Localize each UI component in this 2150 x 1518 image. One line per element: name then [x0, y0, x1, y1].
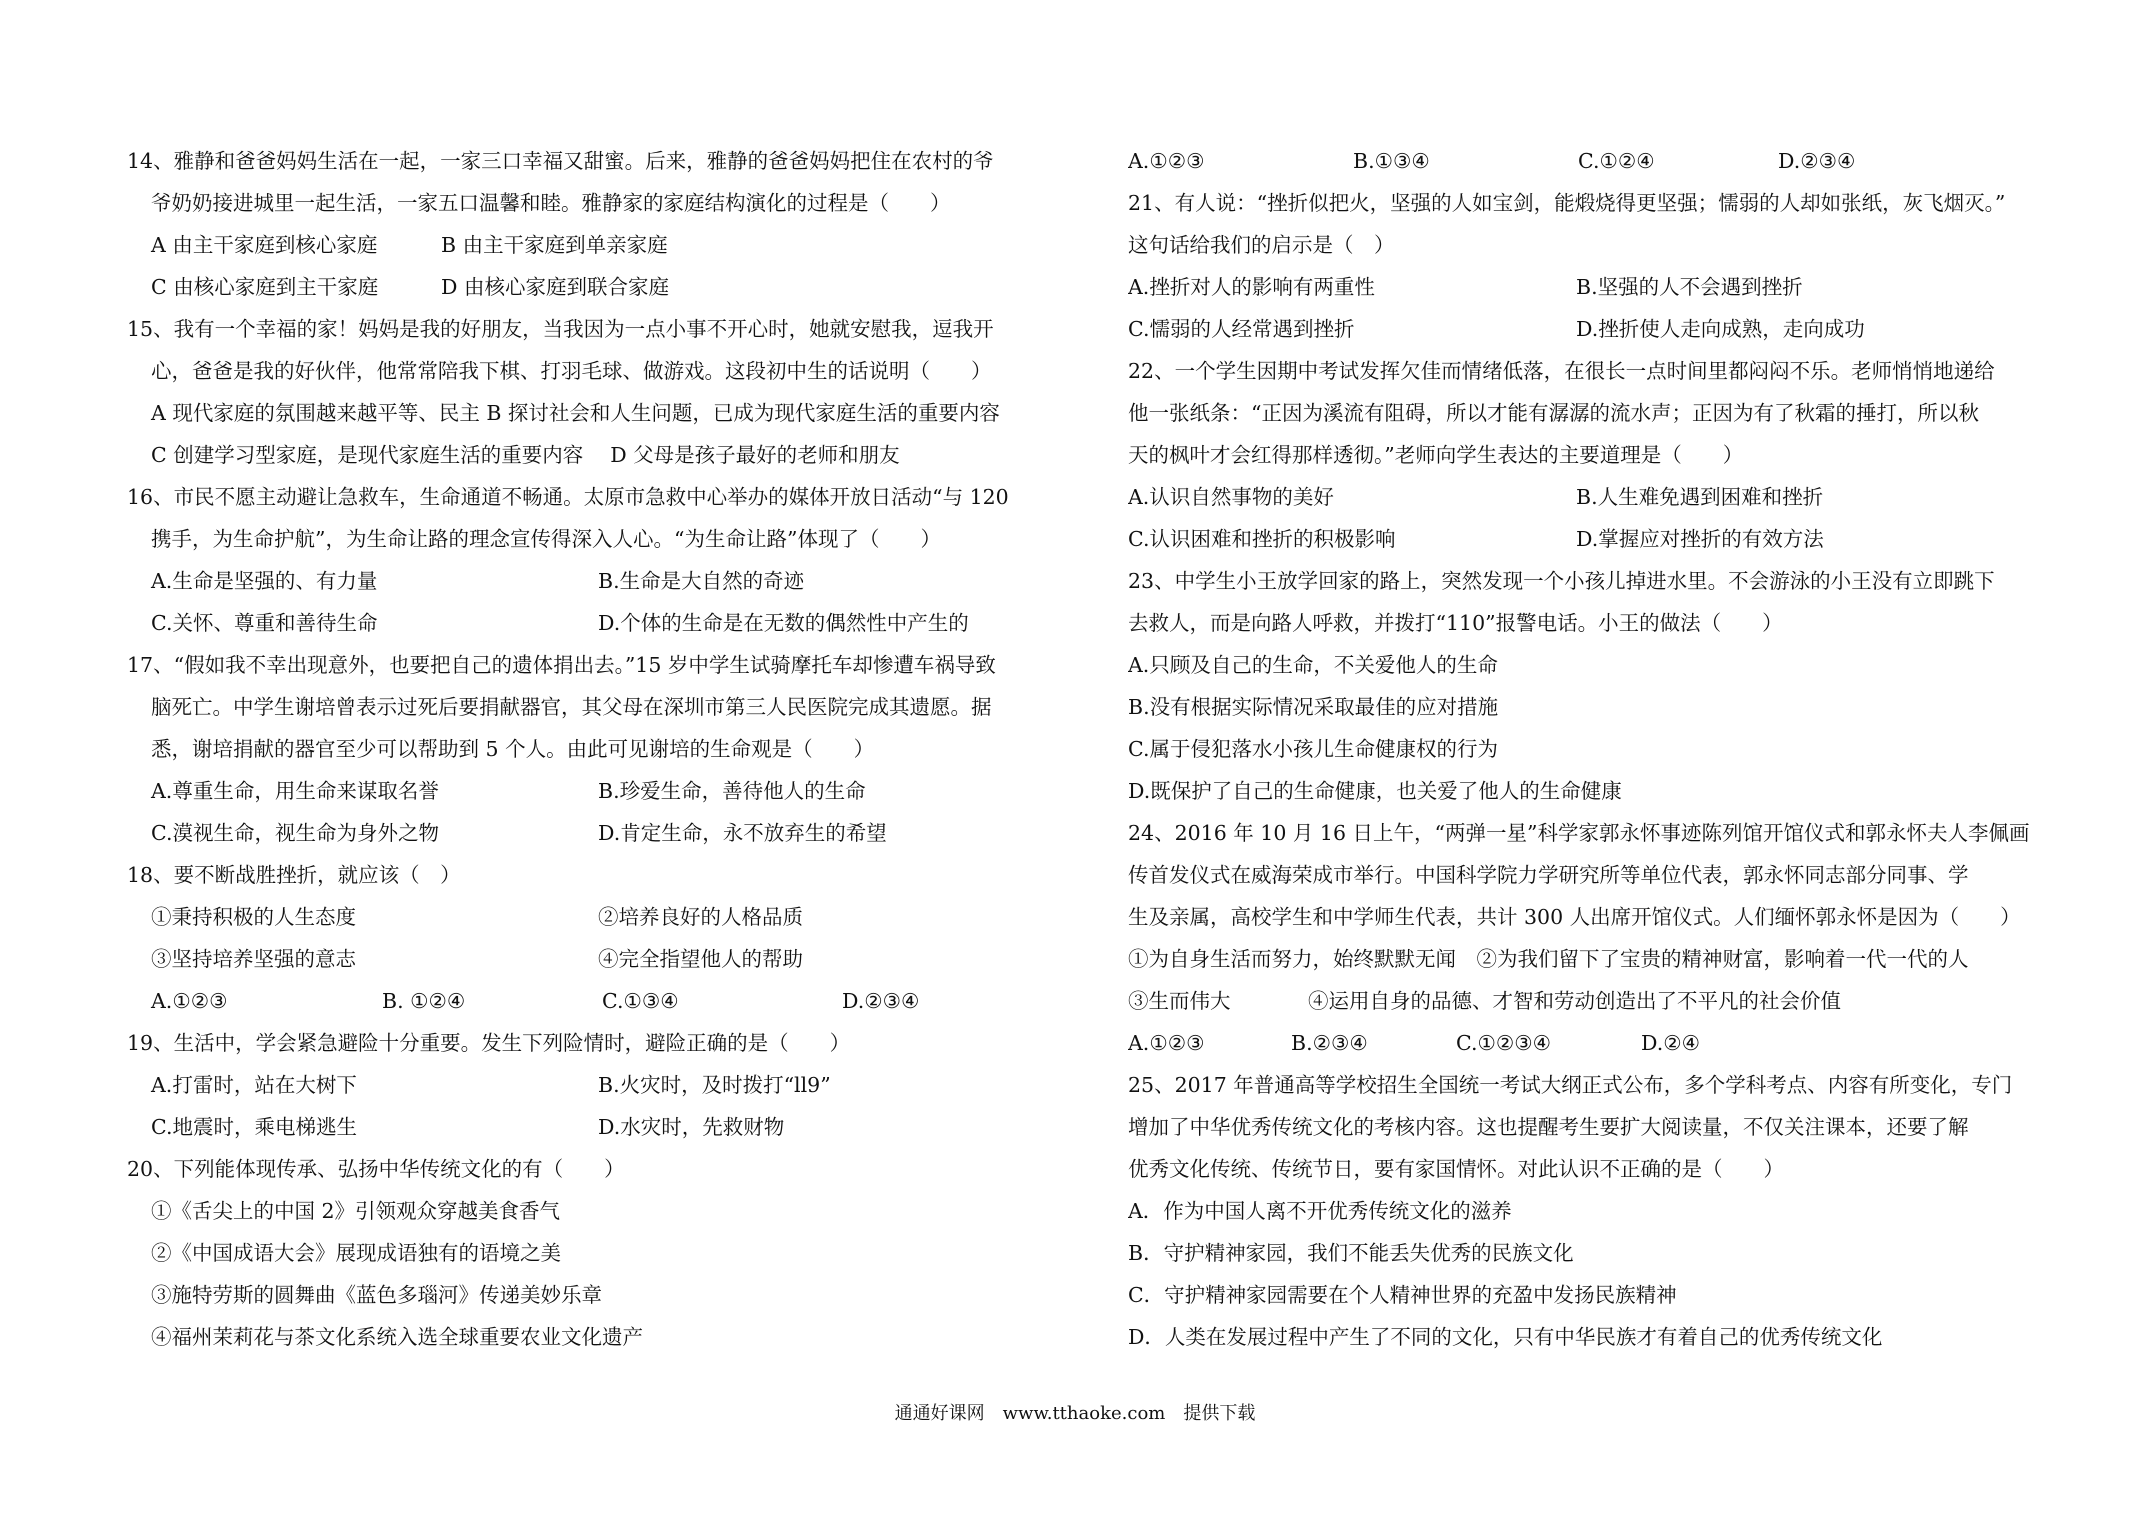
q18-stem: 18、要不断战胜挫折，就应该（ ） [127, 863, 461, 887]
q25-option-d: D．人类在发展过程中产生了不同的文化，只有中华民族才有着自己的优秀传统文化 [1128, 1325, 1883, 1349]
q24-choice-d: D.②④ [1641, 1031, 1700, 1055]
q20-item-2: ②《中国成语大会》展现成语独有的语境之美 [151, 1241, 561, 1265]
q19-option-c: C.地震时，乘电梯逃生 [151, 1115, 357, 1139]
q24-stem-line-2: 传首发仪式在威海荣成市举行。中国科学院力学研究所等单位代表，郭永怀同志部分同事、学 [1128, 863, 1969, 887]
q18-item-1: ①秉持积极的人生态度 [151, 905, 356, 929]
q17-stem-line-1: 17、“假如我不幸出现意外，也要把自己的遗体捐出去。”15 岁中学生试骑摩托车却惨遭车祸导致 [127, 653, 996, 677]
q20-choice-d: D.②③④ [1778, 149, 1856, 173]
q25-stem-line-2: 增加了中华优秀传统文化的考核内容。这也提醒考生要扩大阅读量，不仅关注课本，还要了解 [1128, 1115, 1969, 1139]
q24-item-4: ④运用自身的品德、才智和劳动创造出了不平凡的社会价值 [1308, 989, 1841, 1013]
q18-choice-c: C.①③④ [602, 989, 679, 1013]
q21-option-a: A.挫折对人的影响有两重性 [1128, 275, 1375, 299]
q20-item-1: ①《舌尖上的中国 2》引领观众穿越美食香气 [151, 1199, 561, 1223]
q22-option-a: A.认识自然事物的美好 [1128, 485, 1334, 509]
q22-options-row-2 [1128, 518, 2078, 560]
q14-options-row-1 [127, 224, 1077, 266]
q16-stem-line-2: 携手，为生命护航”，为生命让路的理念宣传得深入人心。“为生命让路”体现了（ ） [151, 527, 941, 551]
q14-option-b: B 由主干家庭到单亲家庭 [441, 233, 668, 257]
q18-choice-a: A.①②③ [151, 989, 228, 1013]
q23-option-d: D.既保护了自己的生命健康，也关爱了他人的生命健康 [1128, 779, 1622, 803]
q18-choice-b: B. ①②④ [382, 989, 466, 1013]
q21-stem-line-2: 这句话给我们的启示是（ ） [1128, 233, 1395, 257]
q24-choice-a: A.①②③ [1128, 1031, 1205, 1055]
page-footer: 通通好课网 www.tthaoke.com 提供下载 [894, 1403, 1256, 1424]
q25-option-a: A．作为中国人离不开优秀传统文化的滋养 [1128, 1199, 1512, 1223]
q18-item-4: ④完全指望他人的帮助 [598, 947, 803, 971]
q25-option-c: C．守护精神家园需要在个人精神世界的充盈中发扬民族精神 [1128, 1283, 1677, 1307]
q18-items-row-2 [127, 938, 1077, 980]
q16-options-row-1 [127, 560, 1077, 602]
q19-options-row-2 [127, 1106, 1077, 1148]
q14-options-row-2 [127, 266, 1077, 308]
q16-option-a: A.生命是坚强的、有力量 [151, 569, 378, 593]
q19-options-row-1 [127, 1064, 1077, 1106]
q17-option-b: B.珍爱生命，善待他人的生命 [598, 779, 866, 803]
q14-stem-line-2: 爷奶奶接进城里一起生活，一家五口温馨和睦。雅静家的家庭结构演化的过程是（ ） [151, 191, 951, 215]
q22-stem-line-2: 他一张纸条：“正因为溪流有阻碍，所以才能有潺潺的流水声；正因为有了秋霜的捶打，所以秋 [1128, 401, 1979, 425]
q21-options-row-2 [1128, 308, 2078, 350]
q17-options-row-2 [127, 812, 1077, 854]
q21-option-b: B.坚强的人不会遇到挫折 [1576, 275, 1803, 299]
q22-stem-line-1: 22、一个学生因期中考试发挥欠佳而情绪低落，在很长一点时间里都闷闷不乐。老师悄悄地递给 [1128, 359, 1995, 383]
q16-option-b: B.生命是大自然的奇迹 [598, 569, 805, 593]
q22-options-row-1 [1128, 476, 2078, 518]
q24-items-row-2 [1128, 980, 2078, 1022]
q20-stem: 20、下列能体现传承、弘扬中华传统文化的有（ ） [127, 1157, 625, 1181]
q24-item-2: ②为我们留下了宝贵的精神财富，影响着一代一代的人 [1476, 947, 1969, 971]
q17-stem-line-3: 悉，谢培捐献的器官至少可以帮助到 5 个人。由此可见谢培的生命观是（ ） [151, 737, 875, 761]
q15-options-line-2: C 创建学习型家庭，是现代家庭生活的重要内容 D 父母是孩子最好的老师和朋友 [151, 443, 900, 467]
q17-options-row-1 [127, 770, 1077, 812]
q15-stem-line-1: 15、我有一个幸福的家！妈妈是我的好朋友，当我因为一点小事不开心时，她就安慰我，逗我开 [127, 317, 994, 341]
q18-item-3: ③坚持培养坚强的意志 [151, 947, 356, 971]
q17-option-a: A.尊重生命，用生命来谋取名誉 [151, 779, 439, 803]
q22-option-d: D.掌握应对挫折的有效方法 [1576, 527, 1824, 551]
q24-item-1: ①为自身生活而努力，始终默默无闻 [1128, 947, 1456, 971]
q25-stem-line-1: 25、2017 年普通高等学校招生全国统一考试大纲正式公布，多个学科考点、内容有所变化，专门 [1128, 1073, 2013, 1097]
left-column [127, 140, 1077, 1358]
q19-option-a: A.打雷时，站在大树下 [151, 1073, 357, 1097]
q22-option-c: C.认识困难和挫折的积极影响 [1128, 527, 1396, 551]
q19-stem: 19、生活中，学会紧急避险十分重要。发生下列险情时，避险正确的是（ ） [127, 1031, 851, 1055]
q14-option-d: D 由核心家庭到联合家庭 [441, 275, 669, 299]
q23-stem-line-1: 23、中学生小王放学回家的路上，突然发现一个小孩儿掉进水里。不会游泳的小王没有立即跳下 [1128, 569, 1995, 593]
q20-item-4: ④福州茉莉花与茶文化系统入选全球重要农业文化遗产 [151, 1325, 643, 1349]
q22-stem-line-3: 天的枫叶才会红得那样透彻。”老师向学生表达的主要道理是（ ） [1128, 443, 1744, 467]
q20-choice-a: A.①②③ [1128, 149, 1205, 173]
q23-option-a: A.只顾及自己的生命，不关爱他人的生命 [1128, 653, 1498, 677]
q18-items-row-1 [127, 896, 1077, 938]
q20-choice-b: B.①③④ [1353, 149, 1430, 173]
q16-option-c: C.关怀、尊重和善待生命 [151, 611, 378, 635]
q16-options-row-2 [127, 602, 1077, 644]
q23-option-c: C.属于侵犯落水小孩儿生命健康权的行为 [1128, 737, 1498, 761]
q20-choices [1128, 140, 2078, 182]
q24-items-row-1 [1128, 938, 2078, 980]
q16-stem-line-1: 16、市民不愿主动避让急救车，生命通道不畅通。太原市急救中心举办的媒体开放日活动“与 120 [127, 485, 1009, 509]
q23-option-b: B.没有根据实际情况采取最佳的应对措施 [1128, 695, 1499, 719]
q24-choice-c: C.①②③④ [1456, 1031, 1551, 1055]
q25-option-b: B．守护精神家园，我们不能丢失优秀的民族文化 [1128, 1241, 1574, 1265]
q24-stem-line-3: 生及亲属，高校学生和中学师生代表，共计 300 人出席开馆仪式。人们缅怀郭永怀是因为（ ） [1128, 905, 2021, 929]
q18-choice-d: D.②③④ [842, 989, 920, 1013]
q24-choice-b: B.②③④ [1291, 1031, 1368, 1055]
q22-option-b: B.人生难免遇到困难和挫折 [1576, 485, 1824, 509]
q17-stem-line-2: 脑死亡。中学生谢培曾表示过死后要捐献器官，其父母在深圳市第三人民医院完成其遗愿。据 [151, 695, 992, 719]
q19-option-d: D.水灾时，先救财物 [598, 1115, 785, 1139]
q23-stem-line-2: 去救人，而是向路人呼救，并拨打“110”报警电话。小王的做法（ ） [1128, 611, 1783, 635]
q18-item-2: ②培养良好的人格品质 [598, 905, 803, 929]
q20-choice-c: C.①②④ [1578, 149, 1655, 173]
q16-option-d: D.个体的生命是在无数的偶然性中产生的 [598, 611, 969, 635]
q25-stem-line-3: 优秀文化传统、传统节日，要有家国情怀。对此认识不正确的是（ ） [1128, 1157, 1784, 1181]
q15-options-line-1: A 现代家庭的氛围越来越平等、民主 B 探讨社会和人生问题，已成为现代家庭生活的重要内容 [151, 401, 1000, 425]
right-column [1128, 140, 2078, 1358]
q15-stem-line-2: 心，爸爸是我的好伙伴，他常常陪我下棋、打羽毛球、做游戏。这段初中生的话说明（ ） [151, 359, 992, 383]
q21-options-row-1 [1128, 266, 2078, 308]
q14-stem-line-1: 14、雅静和爸爸妈妈生活在一起，一家三口幸福又甜蜜。后来，雅静的爸爸妈妈把住在农村的爷 [127, 149, 994, 173]
q14-option-a: A 由主干家庭到核心家庭 [151, 233, 378, 257]
q14-option-c: C 由核心家庭到主干家庭 [151, 275, 379, 299]
q17-option-d: D.肯定生命，永不放弃生的希望 [598, 821, 887, 845]
q21-option-d: D.挫折使人走向成熟，走向成功 [1576, 317, 1865, 341]
q20-item-3: ③施特劳斯的圆舞曲《蓝色多瑙河》传递美妙乐章 [151, 1283, 602, 1307]
q17-option-c: C.漠视生命，视生命为身外之物 [151, 821, 439, 845]
q21-stem-line-1: 21、有人说：“挫折似把火，坚强的人如宝剑，能煅烧得更坚强；懦弱的人却如张纸，灰飞烟灭。” [1128, 191, 2006, 215]
q24-stem-line-1: 24、2016 年 10 月 16 日上午，“两弹一星”科学家郭永怀事迹陈列馆开馆仪式和郭永怀夫人李佩画 [1128, 821, 2030, 845]
q18-choices [127, 980, 1077, 1022]
q24-item-3: ③生而伟大 [1128, 989, 1231, 1013]
q21-option-c: C.懦弱的人经常遇到挫折 [1128, 317, 1355, 341]
q24-choices [1128, 1022, 2078, 1064]
q19-option-b: B.火灾时，及时拨打“ll9” [598, 1073, 831, 1097]
